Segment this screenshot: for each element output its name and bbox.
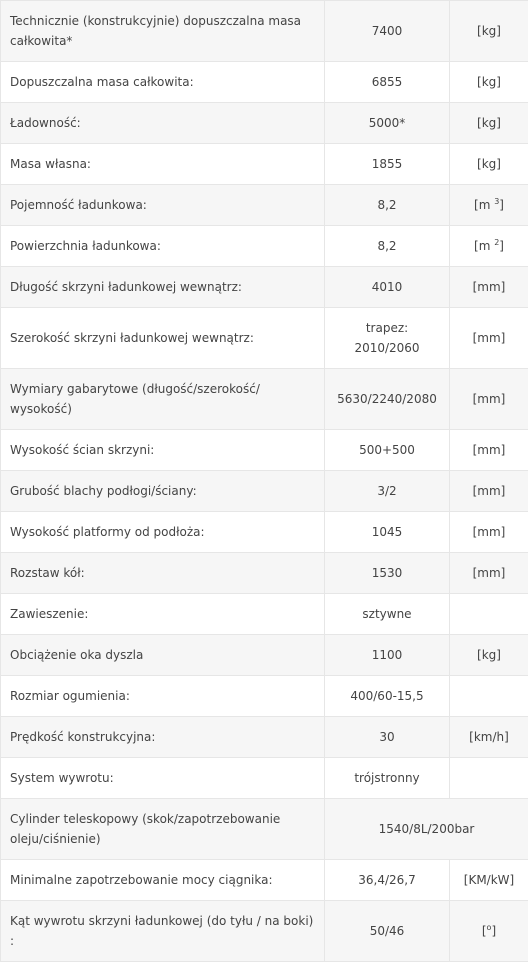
spec-value: 50/46 — [325, 901, 450, 962]
spec-unit: [kg] — [450, 144, 528, 185]
unit-end: ] — [491, 924, 496, 938]
spec-unit: [kg] — [450, 1, 528, 62]
spec-value: 8,2 — [325, 226, 450, 267]
spec-unit — [450, 901, 528, 962]
spec-unit — [450, 758, 528, 799]
table-row — [1, 226, 528, 267]
unit-base: [ — [482, 924, 487, 938]
spec-label: Dopuszczalna masa całkowita: — [1, 62, 325, 103]
spec-value-line: trapez: — [329, 318, 445, 338]
spec-label: Minimalne zapotrzebowanie mocy ciągnika: — [1, 860, 325, 901]
table-row — [1, 758, 528, 799]
spec-unit — [450, 226, 528, 267]
spec-value: 3/2 — [325, 471, 450, 512]
spec-unit: [KM/kW] — [450, 860, 528, 901]
spec-value: 1540/8L/200bar — [325, 799, 528, 860]
unit-superscript: 3 — [494, 197, 499, 206]
spec-label: Rozmiar ogumienia: — [1, 676, 325, 717]
table-row — [1, 62, 528, 103]
table-row — [1, 594, 528, 635]
table-row — [1, 676, 528, 717]
spec-value: 5630/2240/2080 — [325, 369, 450, 430]
spec-label: Prędkość konstrukcyjna: — [1, 717, 325, 758]
table-row — [1, 553, 528, 594]
spec-label: Obciążenie oka dyszla — [1, 635, 325, 676]
spec-value — [325, 308, 450, 369]
table-row — [1, 901, 528, 962]
spec-value: 30 — [325, 717, 450, 758]
spec-label: System wywrotu: — [1, 758, 325, 799]
unit-superscript: 2 — [494, 238, 499, 247]
spec-label: Zawieszenie: — [1, 594, 325, 635]
spec-value: trójstronny — [325, 758, 450, 799]
table-row — [1, 799, 528, 860]
spec-value: 400/60-15,5 — [325, 676, 450, 717]
spec-value: 1855 — [325, 144, 450, 185]
spec-unit: [mm] — [450, 471, 528, 512]
spec-label: Rozstaw kół: — [1, 553, 325, 594]
spec-unit — [450, 594, 528, 635]
spec-label: Cylinder teleskopowy (skok/zapotrzebowanie oleju/ciśnienie) — [1, 799, 325, 860]
table-row — [1, 1, 528, 62]
table-row — [1, 308, 528, 369]
spec-value: 5000* — [325, 103, 450, 144]
spec-unit: [mm] — [450, 369, 528, 430]
spec-value: 7400 — [325, 1, 450, 62]
spec-label: Powierzchnia ładunkowa: — [1, 226, 325, 267]
table-row — [1, 430, 528, 471]
spec-label: Grubość blachy podłogi/ściany: — [1, 471, 325, 512]
table-row — [1, 103, 528, 144]
spec-value: 6855 — [325, 62, 450, 103]
spec-label: Szerokość skrzyni ładunkowej wewnątrz: — [1, 308, 325, 369]
spec-unit: [kg] — [450, 62, 528, 103]
unit-base: [m — [474, 239, 494, 253]
spec-value: 4010 — [325, 267, 450, 308]
table-row — [1, 144, 528, 185]
spec-label: Ładowność: — [1, 103, 325, 144]
spec-unit: [kg] — [450, 635, 528, 676]
unit-end: ] — [499, 239, 504, 253]
spec-unit: [kg] — [450, 103, 528, 144]
spec-value: 36,4/26,7 — [325, 860, 450, 901]
spec-value: 1530 — [325, 553, 450, 594]
spec-unit: [mm] — [450, 430, 528, 471]
spec-unit — [450, 676, 528, 717]
table-row — [1, 369, 528, 430]
spec-value: 500+500 — [325, 430, 450, 471]
spec-unit: [mm] — [450, 553, 528, 594]
table-row — [1, 512, 528, 553]
table-row — [1, 860, 528, 901]
spec-label: Pojemność ładunkowa: — [1, 185, 325, 226]
spec-label: Wysokość ścian skrzyni: — [1, 430, 325, 471]
table-row — [1, 471, 528, 512]
spec-unit: [mm] — [450, 512, 528, 553]
spec-label: Wymiary gabarytowe (długość/szerokość/ wysokość) — [1, 369, 325, 430]
spec-value: 1100 — [325, 635, 450, 676]
table-row — [1, 717, 528, 758]
spec-value: 8,2 — [325, 185, 450, 226]
table-row — [1, 635, 528, 676]
spec-value: sztywne — [325, 594, 450, 635]
unit-end: ] — [499, 198, 504, 212]
unit-superscript: o — [487, 923, 492, 932]
spec-unit: [mm] — [450, 308, 528, 369]
unit-base: [m — [474, 198, 494, 212]
spec-value-line: 2010/2060 — [329, 338, 445, 358]
table-row — [1, 185, 528, 226]
spec-unit: [km/h] — [450, 717, 528, 758]
spec-label: Długość skrzyni ładunkowej wewnątrz: — [1, 267, 325, 308]
spec-unit — [450, 185, 528, 226]
table-row — [1, 267, 528, 308]
spec-label: Wysokość platformy od podłoża: — [1, 512, 325, 553]
spec-value: 1045 — [325, 512, 450, 553]
spec-label: Technicznie (konstrukcyjnie) dopuszczalna masa całkowita* — [1, 1, 325, 62]
spec-label: Kąt wywrotu skrzyni ładunkowej (do tyłu / na boki) : — [1, 901, 325, 962]
spec-label: Masa własna: — [1, 144, 325, 185]
spec-unit: [mm] — [450, 267, 528, 308]
